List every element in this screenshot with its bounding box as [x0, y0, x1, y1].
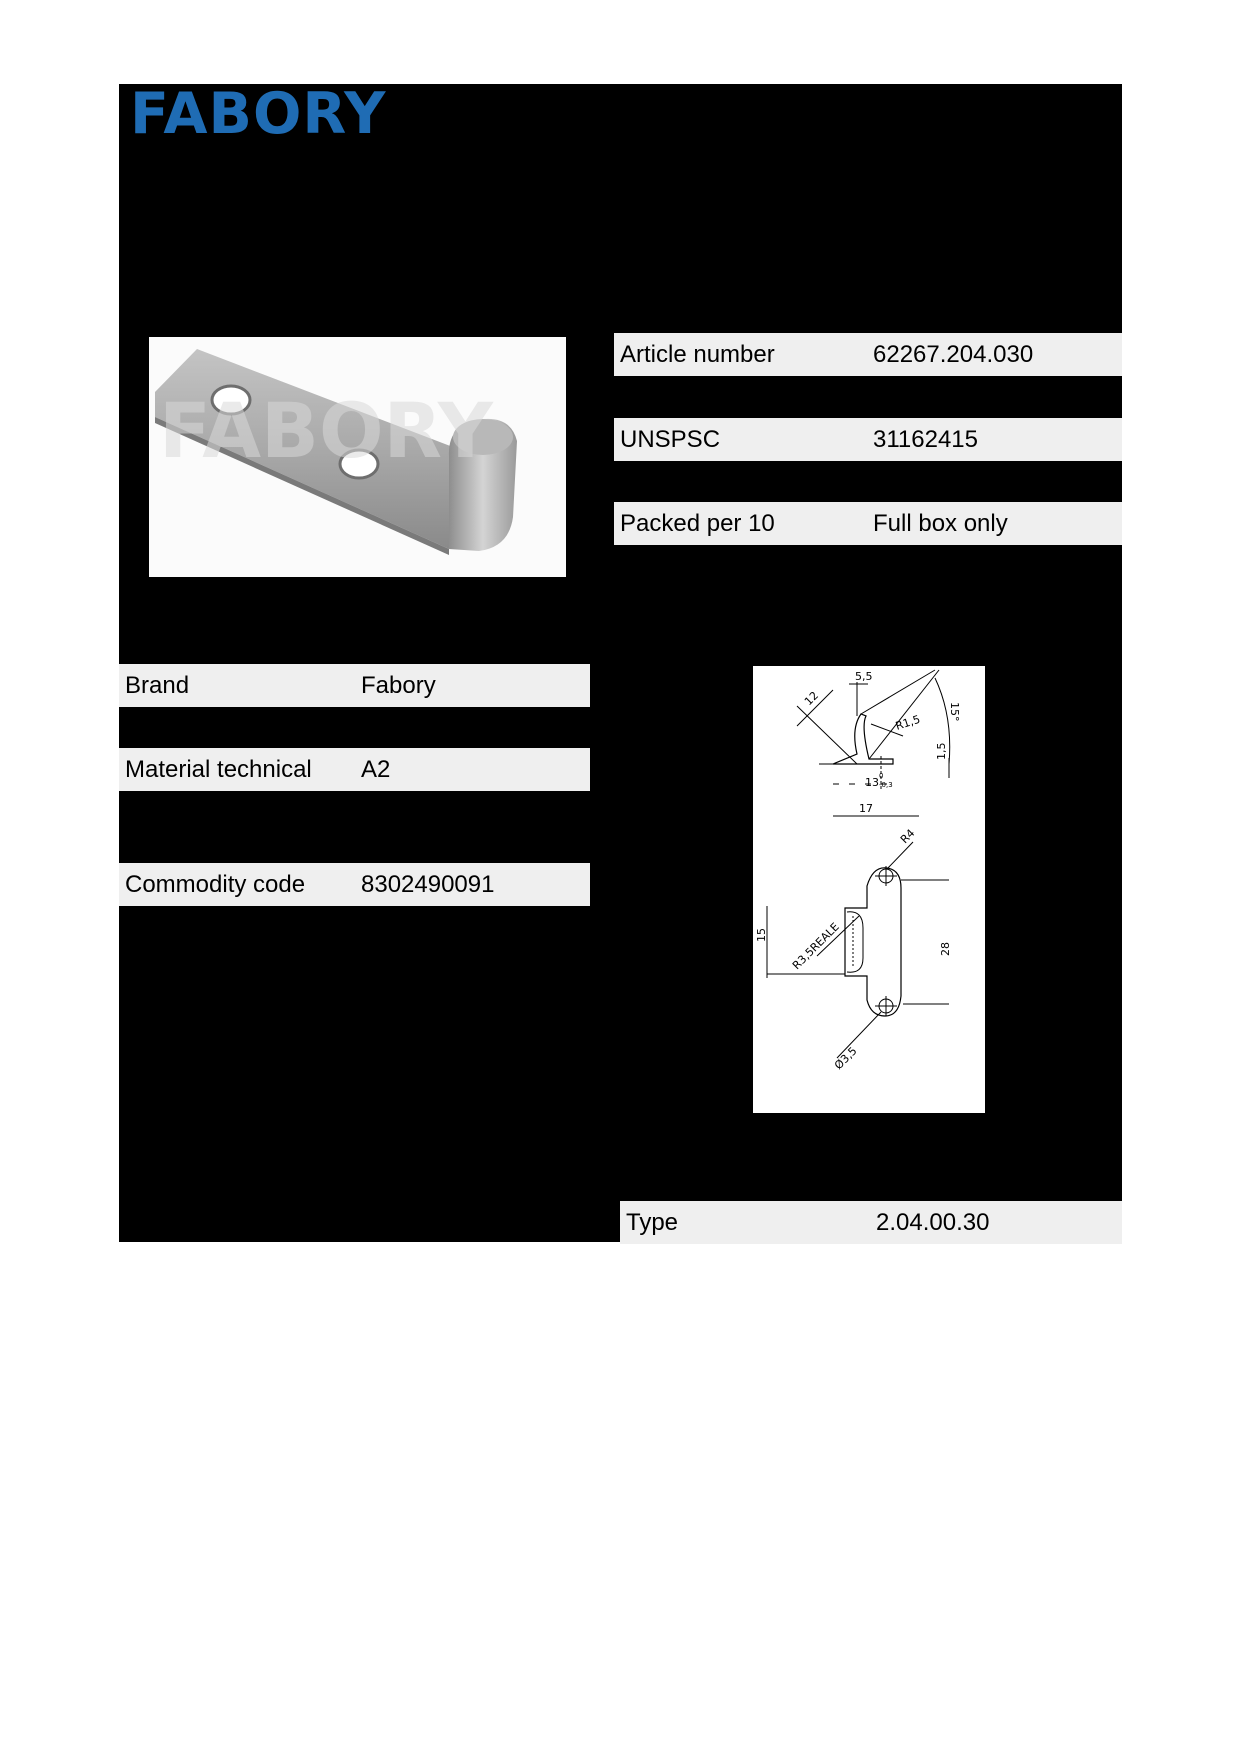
spec-label: Brand: [125, 672, 190, 699]
spec-row-article-number: [614, 333, 1122, 376]
dim-label: 13: [865, 776, 879, 789]
dim-label: 15: [755, 928, 768, 942]
dim-label: 17: [859, 802, 873, 815]
spec-label: Article number: [620, 341, 775, 368]
photo-watermark: FABORY: [159, 386, 493, 475]
dim-label: R3,5REALE: [789, 920, 842, 973]
spec-value: 2.04.00.30: [876, 1209, 990, 1236]
spec-row-type: [620, 1201, 1122, 1244]
dim-label: R4: [897, 826, 918, 847]
technical-drawing: [753, 666, 985, 1113]
dim-label: -0,3: [879, 781, 893, 789]
spec-label: Material technical: [125, 756, 312, 783]
spec-row-commodity-code: [119, 863, 590, 906]
dim-label: 5,5: [855, 670, 873, 683]
spec-row-material: [119, 748, 590, 791]
spec-label: Packed per 10: [620, 510, 775, 537]
dim-label: 0: [879, 772, 884, 780]
spec-row-brand: [119, 664, 590, 707]
spec-value: A2: [361, 756, 391, 783]
spec-label: Commodity code: [125, 871, 306, 898]
technical-drawing-svg: [753, 666, 985, 1113]
spec-value: Full box only: [873, 510, 1008, 537]
dim-label: Ø3,5: [831, 1044, 860, 1073]
product-photo-illustration: [149, 337, 566, 577]
spec-value: Fabory: [361, 672, 436, 699]
spec-row-packed-per: [614, 502, 1122, 545]
spec-value: 62267.204.030: [873, 341, 1034, 368]
dim-label: R1,5: [893, 712, 922, 733]
spec-value: 8302490091: [361, 871, 495, 898]
dim-label: 28: [939, 942, 952, 956]
fabory-logo: FABORY: [130, 81, 387, 147]
spec-row-unspsc: [614, 418, 1122, 461]
dim-label: 12: [801, 689, 822, 709]
spec-value: 31162415: [873, 426, 978, 453]
product-photo: [149, 337, 566, 577]
spec-label: Type: [626, 1209, 679, 1236]
dim-label: 15°: [948, 702, 961, 722]
spec-label: UNSPSC: [620, 426, 721, 453]
dim-label: 1,5: [935, 742, 948, 760]
